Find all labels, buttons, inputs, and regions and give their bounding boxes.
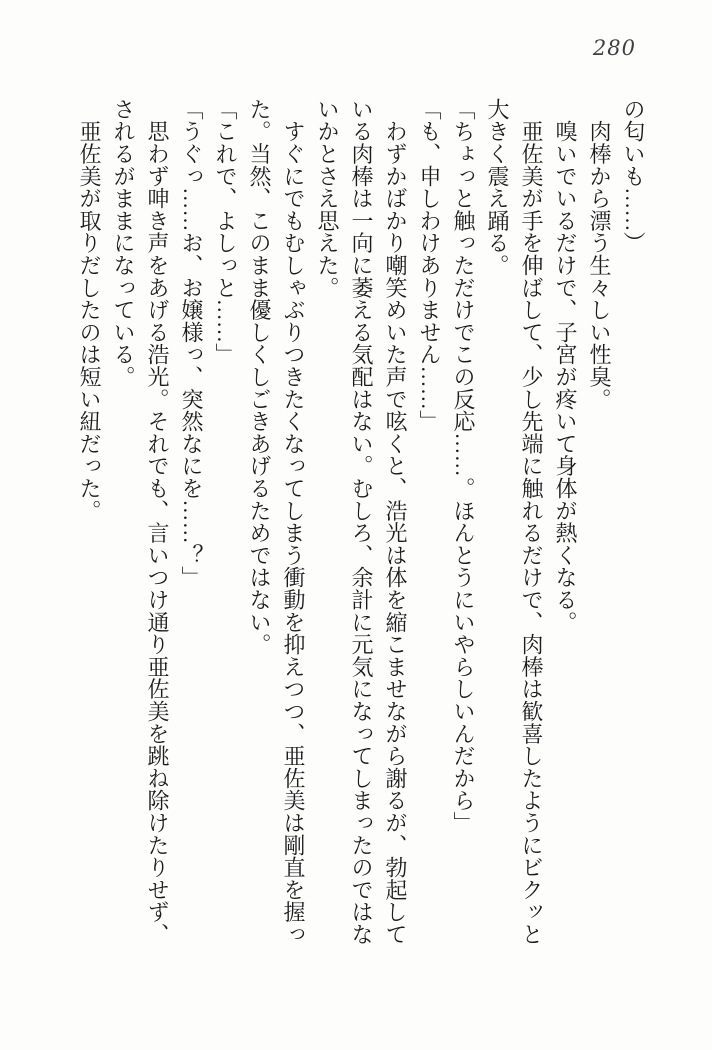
text-line: 大きく震え踊る。	[485, 98, 510, 277]
text-line: わずかばかり嘲笑めいた声で呟くと、浩光は体を縮こませながら謝るが、勃起して	[383, 98, 408, 946]
text-line: 亜佐美が取りだしたのは短い紐だった。	[77, 98, 102, 522]
text-line: 「ちょっと触っただけでこの反応……。ほんとうにいやらしいんだから」	[451, 98, 476, 834]
text-line: いかとさえ思えた。	[315, 98, 340, 299]
text-line: 「も、申しわけありません……」	[417, 98, 442, 433]
text-line: されるがままになっている。	[111, 98, 136, 388]
text-line: の匂いも……）	[621, 98, 646, 255]
text-block	[72, 98, 650, 954]
text-line: すぐにでもむしゃぶりつきたくなってしまう衝動を抑えつつ、亜佐美は剛直を握っ	[281, 98, 306, 946]
text-line: 嗅いでいるだけで、子宮が疼いて身体が熱くなる。	[553, 98, 578, 634]
page-number: 280	[592, 36, 636, 60]
text-line: いる肉棒は一向に萎える気配はない。むしろ、余計に元気になってしまったのではな	[349, 98, 374, 946]
text-line: 「うぐっ……お、お嬢様っ、突然なにを……？」	[179, 98, 204, 589]
text-line: 思わず呻き声をあげる浩光。それでも、言いつけ通り亜佐美を跳ね除けたりせず、	[145, 98, 170, 946]
text-line: 亜佐美が手を伸ばして、少し先端に触れるだけで、肉棒は歓喜したようにビクッと	[519, 98, 544, 946]
text-line: 肉棒から漂う生々しい性臭。	[587, 98, 612, 411]
text-line: 「これで、よしっと……」	[213, 98, 238, 366]
text-line: た。当然、このまま優しくしごきあげるためではない。	[247, 98, 272, 656]
